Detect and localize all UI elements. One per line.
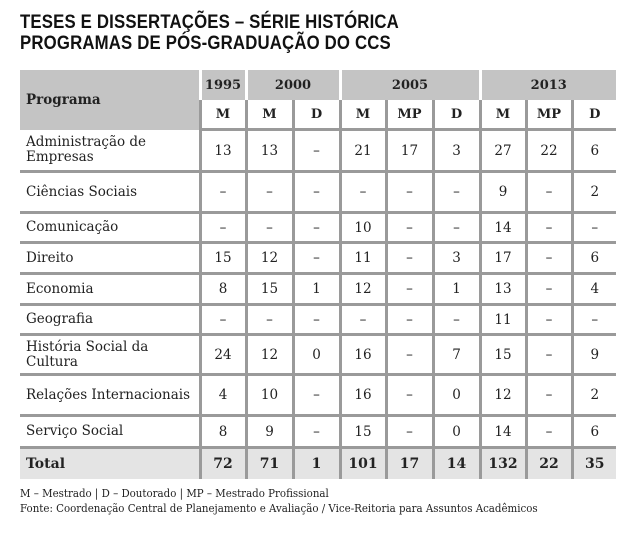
table-cell: 6 xyxy=(572,416,616,448)
table-cell: – xyxy=(293,375,340,416)
table-cell: 10 xyxy=(340,213,386,243)
table-cell: – xyxy=(340,305,386,335)
table-cell: 16 xyxy=(340,335,386,375)
table-cell: 11 xyxy=(480,305,526,335)
table-cell: – xyxy=(386,416,433,448)
table-cell: 3 xyxy=(433,243,480,274)
table-cell: 11 xyxy=(340,243,386,274)
subheader: M xyxy=(340,100,386,130)
table-cell: – xyxy=(293,416,340,448)
total-cell: 71 xyxy=(246,448,293,480)
table-row xyxy=(20,274,616,305)
table-cell: – xyxy=(293,172,340,213)
subheader: D xyxy=(433,100,480,130)
table-cell: 27 xyxy=(480,130,526,172)
program-name: Ciências Sociais xyxy=(20,172,200,213)
table-cell: – xyxy=(386,335,433,375)
table-cell: – xyxy=(200,172,246,213)
table-cell: 0 xyxy=(433,416,480,448)
table-cell: – xyxy=(526,274,572,305)
subheader: M xyxy=(246,100,293,130)
table-cell: 2 xyxy=(572,172,616,213)
year-header-2000: 2000 xyxy=(246,70,340,100)
table-cell: – xyxy=(293,243,340,274)
table-cell: 12 xyxy=(340,274,386,305)
year-header-1995: 1995 xyxy=(200,70,246,100)
table-cell: 9 xyxy=(246,416,293,448)
table-cell: 0 xyxy=(433,375,480,416)
table-cell: – xyxy=(572,305,616,335)
table-cell: 12 xyxy=(480,375,526,416)
table-cell: 4 xyxy=(572,274,616,305)
table-cell: 10 xyxy=(246,375,293,416)
table-cell: – xyxy=(433,213,480,243)
table-cell: – xyxy=(526,243,572,274)
title-line-1: TESES E DISSERTAÇÕES – SÉRIE HISTÓRICA xyxy=(20,11,399,33)
table-cell: 15 xyxy=(480,335,526,375)
table-cell: – xyxy=(200,305,246,335)
table-cell: – xyxy=(526,335,572,375)
table-cell: 24 xyxy=(200,335,246,375)
table-cell: 13 xyxy=(480,274,526,305)
table-cell: – xyxy=(526,172,572,213)
total-cell: 132 xyxy=(480,448,526,480)
table-cell: – xyxy=(246,305,293,335)
footnote xyxy=(20,486,538,516)
table-cell: – xyxy=(386,375,433,416)
theses-table xyxy=(20,70,616,479)
program-name: Economia xyxy=(20,274,200,305)
program-name: Relações Internacionais xyxy=(20,375,200,416)
year-header-2013: 2013 xyxy=(480,70,616,100)
table-cell: 13 xyxy=(200,130,246,172)
table-cell: 1 xyxy=(293,274,340,305)
table-row xyxy=(20,243,616,274)
table-cell: – xyxy=(340,172,386,213)
table-cell: 15 xyxy=(340,416,386,448)
table-cell: 2 xyxy=(572,375,616,416)
program-name: Administração de Empresas xyxy=(20,130,200,172)
table-cell: 1 xyxy=(433,274,480,305)
table-cell: 21 xyxy=(340,130,386,172)
header-row-years xyxy=(20,70,616,100)
subheader: D xyxy=(572,100,616,130)
table-cell: 4 xyxy=(200,375,246,416)
total-cell: 72 xyxy=(200,448,246,480)
table-cell: 17 xyxy=(386,130,433,172)
table-cell: 6 xyxy=(572,243,616,274)
table-row xyxy=(20,375,616,416)
legend-note: M – Mestrado | D – Doutorado | MP – Mestrado Profissional xyxy=(20,487,329,500)
total-cell: 22 xyxy=(526,448,572,480)
table-cell: – xyxy=(386,213,433,243)
program-name: Geografia xyxy=(20,305,200,335)
table-cell: 3 xyxy=(433,130,480,172)
source-note: Fonte: Coordenação Central de Planejamento e Avaliação / Vice-Reitoria para Assuntos Acadêmicos xyxy=(20,502,538,515)
subheader: M xyxy=(200,100,246,130)
title-line-2: PROGRAMAS DE PÓS-GRADUAÇÃO DO CCS xyxy=(20,32,391,54)
table-cell: 14 xyxy=(480,213,526,243)
table-cell: – xyxy=(200,213,246,243)
total-cell: 1 xyxy=(293,448,340,480)
table-row xyxy=(20,213,616,243)
table-cell: 16 xyxy=(340,375,386,416)
table-cell: 8 xyxy=(200,274,246,305)
year-header-2005: 2005 xyxy=(340,70,480,100)
program-name: Direito xyxy=(20,243,200,274)
program-name: História Social da Cultura xyxy=(20,335,200,375)
page-title xyxy=(20,12,399,54)
program-name: Serviço Social xyxy=(20,416,200,448)
table-row xyxy=(20,130,616,172)
table-cell: 13 xyxy=(246,130,293,172)
table-cell: 17 xyxy=(480,243,526,274)
total-cell: 101 xyxy=(340,448,386,480)
table-row xyxy=(20,305,616,335)
table-cell: – xyxy=(293,130,340,172)
table-cell: 22 xyxy=(526,130,572,172)
table-cell: – xyxy=(433,172,480,213)
program-name: Comunicação xyxy=(20,213,200,243)
table-cell: – xyxy=(526,213,572,243)
table-cell: – xyxy=(386,243,433,274)
table-cell: 7 xyxy=(433,335,480,375)
table-cell: 0 xyxy=(293,335,340,375)
table-cell: – xyxy=(526,375,572,416)
total-cell: 35 xyxy=(572,448,616,480)
table-cell: – xyxy=(386,172,433,213)
table-cell: – xyxy=(433,305,480,335)
subheader: MP xyxy=(386,100,433,130)
total-cell: 17 xyxy=(386,448,433,480)
table-cell: – xyxy=(246,172,293,213)
table-cell: 15 xyxy=(246,274,293,305)
subheader: M xyxy=(480,100,526,130)
table-cell: – xyxy=(293,213,340,243)
table-cell: 9 xyxy=(480,172,526,213)
total-row xyxy=(20,448,616,480)
column-header-programa: Programa xyxy=(20,70,200,130)
table-cell: – xyxy=(293,305,340,335)
table-cell: 8 xyxy=(200,416,246,448)
subheader: D xyxy=(293,100,340,130)
table-cell: 9 xyxy=(572,335,616,375)
table-cell: – xyxy=(246,213,293,243)
table-cell: 15 xyxy=(200,243,246,274)
table-cell: 6 xyxy=(572,130,616,172)
table-cell: 14 xyxy=(480,416,526,448)
table-cell: – xyxy=(572,213,616,243)
table-row xyxy=(20,416,616,448)
table-cell: – xyxy=(386,305,433,335)
table-cell: – xyxy=(526,416,572,448)
table-cell: 12 xyxy=(246,243,293,274)
table-cell: – xyxy=(386,274,433,305)
total-label: Total xyxy=(20,448,200,480)
subheader: MP xyxy=(526,100,572,130)
total-cell: 14 xyxy=(433,448,480,480)
table-row xyxy=(20,172,616,213)
table-row xyxy=(20,335,616,375)
table-cell: 12 xyxy=(246,335,293,375)
table-cell: – xyxy=(526,305,572,335)
